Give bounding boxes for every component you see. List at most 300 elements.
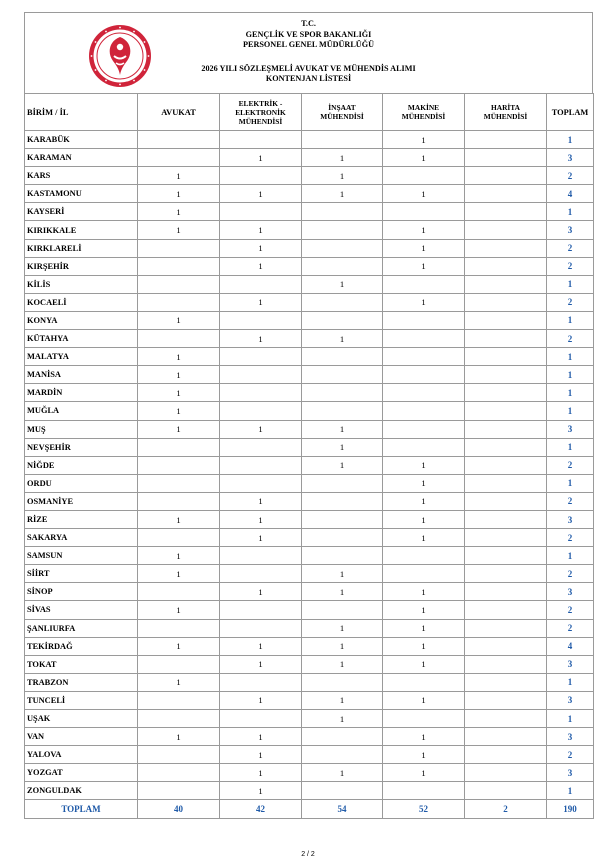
table-row	[25, 167, 594, 185]
quota-cell	[465, 655, 547, 673]
quota-cell	[302, 384, 383, 402]
table-row	[25, 529, 594, 547]
quota-cell	[383, 547, 465, 565]
quota-cell	[465, 149, 547, 167]
province-name: TRABZON	[25, 673, 138, 691]
province-name: OSMANİYE	[25, 492, 138, 510]
quota-cell: 1	[138, 348, 220, 366]
row-total: 2	[547, 167, 594, 185]
quota-cell: 1	[383, 131, 465, 149]
quota-cell	[302, 366, 383, 384]
quota-cell	[302, 746, 383, 764]
table-row	[25, 438, 594, 456]
row-total: 1	[547, 710, 594, 728]
quota-cell	[465, 510, 547, 528]
quota-cell: 1	[383, 728, 465, 746]
table-row	[25, 311, 594, 329]
quota-cell	[138, 492, 220, 510]
quota-cell: 1	[302, 583, 383, 601]
document-title: 2026 YILI SÖZLEŞMELİ AVUKAT VE MÜHENDİS ALIMI	[201, 63, 416, 73]
quota-cell: 1	[138, 366, 220, 384]
quota-cell	[302, 131, 383, 149]
row-total: 3	[547, 691, 594, 709]
province-name: NEVŞEHİR	[25, 438, 138, 456]
row-total: 2	[547, 492, 594, 510]
table-row	[25, 655, 594, 673]
quota-cell	[138, 275, 220, 293]
quota-cell: 1	[383, 185, 465, 203]
province-name: MUŞ	[25, 420, 138, 438]
header-column-lawyer	[138, 94, 220, 131]
table-row	[25, 330, 594, 348]
column-total-value: 42	[220, 800, 302, 819]
quota-cell	[302, 402, 383, 420]
quota-cell: 1	[220, 782, 302, 800]
quota-cell	[302, 348, 383, 366]
header-column-civil-engineer	[302, 94, 383, 131]
row-total: 1	[547, 366, 594, 384]
quota-cell: 1	[138, 565, 220, 583]
quota-cell	[465, 764, 547, 782]
table-row	[25, 691, 594, 709]
quota-cell: 1	[220, 221, 302, 239]
quota-cell	[220, 474, 302, 492]
quota-cell: 1	[138, 203, 220, 221]
table-row	[25, 619, 594, 637]
province-name: KOCAELİ	[25, 293, 138, 311]
quota-cell: 1	[220, 330, 302, 348]
header-label: ELEKTRONİK	[235, 107, 286, 117]
quota-cell: 1	[138, 673, 220, 691]
quota-cell: 1	[220, 293, 302, 311]
quota-cell	[465, 221, 547, 239]
quota-cell	[302, 529, 383, 547]
header-column-survey-engineer	[465, 94, 547, 131]
quota-cell	[465, 710, 547, 728]
quota-cell: 1	[220, 239, 302, 257]
header-label: HARİTA	[490, 103, 521, 112]
quota-cell: 1	[383, 583, 465, 601]
table-row	[25, 221, 594, 239]
row-total: 1	[547, 348, 594, 366]
column-total-value: 54	[302, 800, 383, 819]
table-row	[25, 185, 594, 203]
row-total: 2	[547, 529, 594, 547]
quota-cell: 1	[138, 547, 220, 565]
quota-cell	[465, 438, 547, 456]
document-header	[24, 12, 593, 93]
quota-cell	[465, 366, 547, 384]
quota-cell	[138, 655, 220, 673]
quota-cell	[138, 764, 220, 782]
province-name: NİĞDE	[25, 456, 138, 474]
quota-cell: 1	[220, 510, 302, 528]
quota-cell	[220, 710, 302, 728]
row-total: 1	[547, 275, 594, 293]
quota-cell: 1	[138, 402, 220, 420]
row-total: 1	[547, 203, 594, 221]
row-total: 2	[547, 456, 594, 474]
quota-cell: 1	[302, 420, 383, 438]
table-row	[25, 149, 594, 167]
quota-cell: 1	[220, 764, 302, 782]
quota-cell	[220, 547, 302, 565]
header-label: TOPLAM	[551, 107, 589, 117]
header-label: MÜHENDİSİ	[238, 116, 283, 126]
quota-cell: 1	[220, 583, 302, 601]
quota-cell: 1	[383, 149, 465, 167]
row-total: 1	[547, 131, 594, 149]
row-total: 3	[547, 420, 594, 438]
quota-cell: 1	[302, 764, 383, 782]
row-total: 1	[547, 673, 594, 691]
table-row	[25, 547, 594, 565]
quota-cell: 1	[138, 167, 220, 185]
row-total: 2	[547, 565, 594, 583]
quota-cell: 1	[138, 728, 220, 746]
column-total-value: 190	[547, 800, 594, 819]
table-row	[25, 474, 594, 492]
totals-label: TOPLAM	[25, 800, 138, 819]
province-name: KARS	[25, 167, 138, 185]
header-label: MAKİNE	[407, 103, 440, 112]
quota-cell	[302, 203, 383, 221]
province-name: KARAMAN	[25, 149, 138, 167]
quota-cell	[138, 782, 220, 800]
table-row	[25, 366, 594, 384]
quota-cell: 1	[302, 619, 383, 637]
quota-cell: 1	[138, 420, 220, 438]
column-total-value: 40	[138, 800, 220, 819]
quota-cell	[220, 311, 302, 329]
quota-cell	[138, 330, 220, 348]
quota-cell	[465, 311, 547, 329]
quota-cell	[302, 601, 383, 619]
quota-cell	[383, 565, 465, 583]
table-row	[25, 131, 594, 149]
row-total: 3	[547, 583, 594, 601]
table-row	[25, 746, 594, 764]
table-body	[25, 131, 594, 819]
quota-cell	[220, 402, 302, 420]
row-total: 1	[547, 438, 594, 456]
table-row	[25, 239, 594, 257]
quota-cell	[383, 420, 465, 438]
quota-cell	[383, 348, 465, 366]
quota-cell: 1	[383, 474, 465, 492]
quota-cell	[465, 330, 547, 348]
row-total: 1	[547, 402, 594, 420]
quota-cell: 1	[220, 257, 302, 275]
quota-cell	[220, 348, 302, 366]
table-row	[25, 673, 594, 691]
row-total: 3	[547, 221, 594, 239]
quota-cell	[383, 330, 465, 348]
quota-cell	[465, 384, 547, 402]
quota-cell: 1	[302, 565, 383, 583]
header-label: İNŞAAT	[328, 103, 356, 112]
quota-cell: 1	[138, 510, 220, 528]
row-total: 3	[547, 655, 594, 673]
quota-cell	[138, 257, 220, 275]
quota-cell	[465, 474, 547, 492]
quota-cell	[302, 221, 383, 239]
quota-cell: 1	[383, 221, 465, 239]
province-name: KASTAMONU	[25, 185, 138, 203]
quota-cell: 1	[138, 221, 220, 239]
quota-cell	[465, 239, 547, 257]
table-row	[25, 402, 594, 420]
quota-cell	[138, 619, 220, 637]
quota-cell	[220, 203, 302, 221]
quota-cell: 1	[138, 601, 220, 619]
province-name: MALATYA	[25, 348, 138, 366]
quota-cell: 1	[220, 529, 302, 547]
table-row	[25, 257, 594, 275]
table-row	[25, 764, 594, 782]
quota-cell	[465, 275, 547, 293]
header-column-electrical-engineer	[220, 94, 302, 131]
quota-cell: 1	[220, 691, 302, 709]
quota-cell	[465, 619, 547, 637]
header-line-ministry: GENÇLİK VE SPOR BAKANLIĞI	[245, 29, 372, 39]
quota-cell: 1	[220, 746, 302, 764]
province-name: KÜTAHYA	[25, 330, 138, 348]
header-label: ELEKTRİK -	[238, 98, 283, 108]
row-total: 1	[547, 474, 594, 492]
header-text	[25, 19, 592, 85]
row-total: 4	[547, 637, 594, 655]
row-total: 1	[547, 547, 594, 565]
table-row	[25, 456, 594, 474]
quota-cell: 1	[302, 691, 383, 709]
quota-cell: 1	[302, 275, 383, 293]
table-row	[25, 492, 594, 510]
province-name: SAMSUN	[25, 547, 138, 565]
quota-cell	[383, 438, 465, 456]
quota-cell: 1	[302, 637, 383, 655]
quota-cell	[138, 474, 220, 492]
quota-cell	[302, 492, 383, 510]
row-total: 4	[547, 185, 594, 203]
header-label: MÜHENDİSİ	[320, 112, 364, 121]
quota-cell	[465, 601, 547, 619]
quota-cell: 1	[383, 764, 465, 782]
table-row	[25, 728, 594, 746]
quota-cell	[220, 601, 302, 619]
quota-cell	[383, 673, 465, 691]
quota-cell: 1	[383, 456, 465, 474]
table-row	[25, 348, 594, 366]
province-name: RİZE	[25, 510, 138, 528]
province-name: TUNCELİ	[25, 691, 138, 709]
quota-cell: 1	[383, 257, 465, 275]
quota-cell	[465, 637, 547, 655]
quota-cell	[220, 167, 302, 185]
row-total: 2	[547, 601, 594, 619]
quota-cell	[138, 131, 220, 149]
province-name: UŞAK	[25, 710, 138, 728]
quota-cell: 1	[138, 637, 220, 655]
quota-cell	[302, 728, 383, 746]
province-name: SAKARYA	[25, 529, 138, 547]
document-subtitle: KONTENJAN LİSTESİ	[265, 74, 352, 83]
quota-cell	[302, 311, 383, 329]
quota-cell	[220, 456, 302, 474]
quota-cell	[465, 583, 547, 601]
quota-cell	[465, 131, 547, 149]
quota-cell: 1	[220, 185, 302, 203]
column-total-value: 52	[383, 800, 465, 819]
province-name: KONYA	[25, 311, 138, 329]
quota-table	[24, 93, 594, 819]
quota-cell	[138, 149, 220, 167]
quota-cell: 1	[220, 149, 302, 167]
province-name: MARDİN	[25, 384, 138, 402]
quota-cell	[465, 402, 547, 420]
province-name: KIRIKKALE	[25, 221, 138, 239]
quota-cell: 1	[138, 384, 220, 402]
table-header-row	[25, 94, 594, 131]
quota-cell: 1	[383, 601, 465, 619]
quota-cell: 1	[302, 655, 383, 673]
table-row	[25, 565, 594, 583]
row-total: 2	[547, 330, 594, 348]
header-column-total	[547, 94, 594, 131]
province-name: KIRKLARELİ	[25, 239, 138, 257]
quota-cell	[383, 203, 465, 221]
header-line-directorate: PERSONEL GENEL MÜDÜRLÜĞÜ	[242, 40, 375, 49]
quota-cell	[302, 510, 383, 528]
quota-cell	[220, 673, 302, 691]
quota-cell	[138, 239, 220, 257]
header-column-mechanical-engineer	[383, 94, 465, 131]
quota-cell	[302, 474, 383, 492]
header-label: BİRİM / İL	[27, 107, 69, 117]
page-number: 2 / 2	[301, 851, 315, 858]
header-label: AVUKAT	[161, 107, 196, 117]
quota-cell: 1	[220, 655, 302, 673]
quota-cell	[302, 782, 383, 800]
quota-cell: 1	[383, 655, 465, 673]
province-name: TOKAT	[25, 655, 138, 673]
quota-cell	[302, 257, 383, 275]
table-row	[25, 203, 594, 221]
quota-cell	[465, 203, 547, 221]
quota-cell	[220, 366, 302, 384]
quota-cell	[138, 438, 220, 456]
quota-cell	[220, 619, 302, 637]
quota-cell: 1	[383, 293, 465, 311]
header-line-tc: T.C.	[301, 19, 316, 28]
province-name: ŞANLIURFA	[25, 619, 138, 637]
quota-cell	[220, 565, 302, 583]
province-name: MANİSA	[25, 366, 138, 384]
quota-cell: 1	[383, 529, 465, 547]
quota-cell	[465, 167, 547, 185]
row-total: 1	[547, 782, 594, 800]
quota-cell: 1	[138, 185, 220, 203]
row-total: 1	[547, 311, 594, 329]
quota-cell	[383, 167, 465, 185]
quota-cell	[302, 293, 383, 311]
row-total: 2	[547, 619, 594, 637]
quota-cell	[220, 275, 302, 293]
quota-cell	[465, 348, 547, 366]
row-total: 2	[547, 293, 594, 311]
quota-cell	[302, 239, 383, 257]
row-total: 1	[547, 384, 594, 402]
header-label: MÜHENDİSİ	[401, 112, 446, 121]
column-total-value: 2	[465, 800, 547, 819]
totals-row	[25, 800, 594, 819]
quota-cell: 1	[302, 456, 383, 474]
quota-cell: 1	[302, 330, 383, 348]
row-total: 3	[547, 510, 594, 528]
row-total: 2	[547, 239, 594, 257]
row-total: 3	[547, 149, 594, 167]
table-row	[25, 583, 594, 601]
row-total: 2	[547, 746, 594, 764]
quota-cell	[465, 691, 547, 709]
quota-cell	[138, 529, 220, 547]
quota-cell: 1	[138, 311, 220, 329]
table-row	[25, 601, 594, 619]
province-name: KIRŞEHİR	[25, 257, 138, 275]
quota-cell	[138, 746, 220, 764]
province-name: ZONGULDAK	[25, 782, 138, 800]
quota-cell	[465, 257, 547, 275]
quota-cell	[465, 529, 547, 547]
header-label: MÜHENDİSİ	[483, 112, 528, 121]
table-row	[25, 637, 594, 655]
quota-cell: 1	[302, 185, 383, 203]
quota-cell	[220, 438, 302, 456]
quota-cell	[138, 583, 220, 601]
quota-cell	[138, 691, 220, 709]
quota-cell	[465, 492, 547, 510]
province-name: VAN	[25, 728, 138, 746]
quota-cell	[465, 547, 547, 565]
quota-cell	[465, 746, 547, 764]
table-row	[25, 710, 594, 728]
quota-cell: 1	[220, 420, 302, 438]
province-name: YOZGAT	[25, 764, 138, 782]
province-name: KİLİS	[25, 275, 138, 293]
quota-cell: 1	[383, 691, 465, 709]
quota-cell: 1	[383, 510, 465, 528]
quota-cell	[465, 673, 547, 691]
quota-cell	[465, 456, 547, 474]
province-name: TEKİRDAĞ	[25, 637, 138, 655]
quota-cell	[302, 547, 383, 565]
province-name: MUĞLA	[25, 402, 138, 420]
province-name: YALOVA	[25, 746, 138, 764]
quota-cell	[138, 293, 220, 311]
province-name: SİİRT	[25, 565, 138, 583]
quota-cell: 1	[302, 438, 383, 456]
quota-cell: 1	[302, 149, 383, 167]
quota-cell	[383, 366, 465, 384]
quota-cell: 1	[383, 619, 465, 637]
quota-cell: 1	[383, 637, 465, 655]
quota-cell	[465, 185, 547, 203]
quota-cell	[383, 311, 465, 329]
table-row	[25, 782, 594, 800]
province-name: SİNOP	[25, 583, 138, 601]
quota-cell	[302, 673, 383, 691]
province-name: SİVAS	[25, 601, 138, 619]
